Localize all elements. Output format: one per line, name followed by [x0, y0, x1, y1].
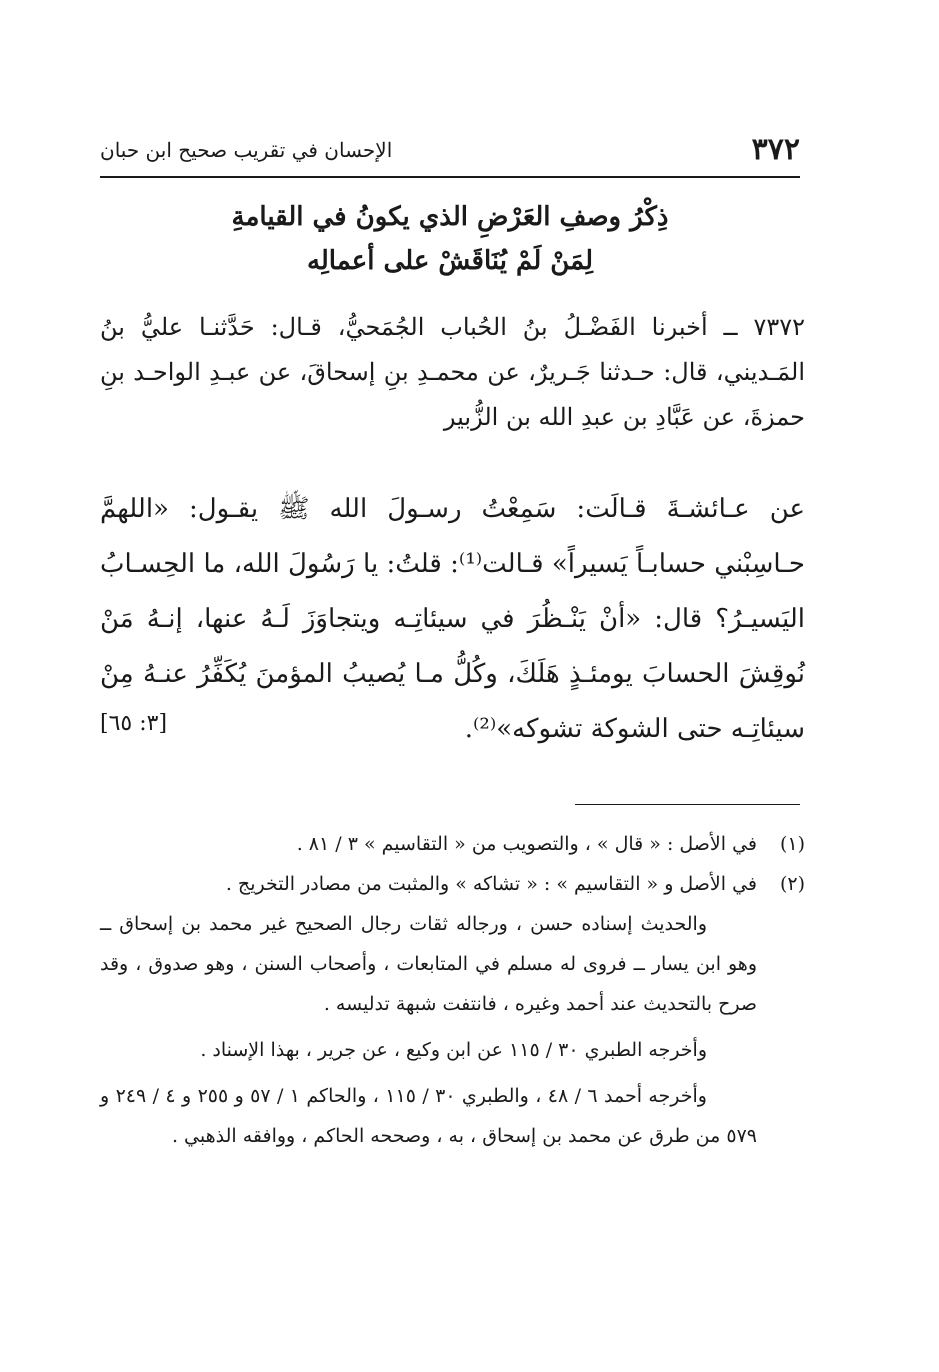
hadith-reference: [٣: ٦٥]: [100, 711, 168, 736]
footnote-2-paragraph: والحديث إسناده حسن ، ورجاله ثقات رجال الصحيح غير محمد بن إسحاق ــ وهو ابن يسار ــ فروى له مسلم في المتابعات ، وأصحاب السنن ، وهو صدوق ، وقد صرح بالتحديث عند أحمد وغيره ، فانتفت شبهة تدليسه .: [100, 913, 757, 1015]
header-rule: [100, 176, 800, 178]
footnote-2: [100, 864, 805, 904]
footnote-number: (١): [779, 833, 805, 855]
footnote-rule: [575, 804, 800, 805]
hadith-isnad: ٧٣٧٢ ــ أخبرنا الفَضْـلُ بنُ الحُباب الجُمَحيُّ، قـال: حَدَّثنـا عليُّ بنُ المَـديني، قال: حـدثنا جَـريرٌ، عن محمـدِ بنِ إسحاقَ، عن عبـدِ الواحـد بنِ حمزةَ، عن عَبَّادِ بن عبدِ الله بن الزُّبير: [100, 313, 806, 431]
chapter-heading-line-1: ذِكْرُ وصفِ العَرْضِ الذي يكونُ في القيامةِ: [231, 202, 669, 232]
footnotes: [100, 824, 805, 1156]
footnote-text: في الأصل و « التقاسيم » : « تشاكه » والمثبت من مصادر التخريج .: [225, 873, 757, 895]
chapter-heading-line-2: لِمَنْ لَمْ يُنَاقَشْ على أعمالِه: [306, 246, 594, 276]
chapter-heading: [100, 195, 800, 283]
footnote-text: في الأصل : « قال » ، والتصويب من « التقاسيم » ٣ / ٨١ .: [296, 833, 757, 855]
footnote-number: (٢): [779, 873, 805, 895]
running-header: [100, 130, 800, 170]
hadith-matn: عن عـائشـةَ قـالَت: سَمِعْتُ رسـولَ الله ﷺ يقـول: «اللهمَّ حـاسِبْني حسابـاً يَسيراً» قـالت⁽¹⁾: قلتُ: يا رَسُولَ الله، ما الحِسـابُ اليَسيـرُ؟ قال: «أنْ يَنْـظُرَ في سيئاتِـه ويتجاوَزَ لَـهُ عنها، إنـهُ مَنْ نُوقِشَ الحسابَ يومئـذٍ هَلَكَ، وكُلُّ مـا يُصيبُ المؤمنَ يُكَفِّرُ عنـهُ مِنْ سيئاتِـه حتى الشوكة تشوكه»⁽²⁾.: [100, 494, 806, 744]
footnote-2-paragraph: وأخرجه أحمد ٦ / ٤٨ ، والطبري ٣٠ / ١١٥ ، والحاكم ١ / ٥٧ و ٢٥٥ و ٤ / ٢٤٩ و ٥٧٩ من طرق عن محمد بن إسحاق ، به ، وصححه الحاكم ، ووافقه الذهبي .: [100, 1085, 757, 1147]
footnote-1: [100, 824, 805, 864]
book-title: الإحسان في تقريب صحيح ابن حبان: [100, 138, 393, 162]
footnote-2-paragraph: وأخرجه الطبري ٣٠ / ١١٥ عن ابن وكيع ، عن جرير ، بهذا الإسناد .: [200, 1039, 707, 1061]
page-number: ٣٧٢: [751, 132, 800, 167]
